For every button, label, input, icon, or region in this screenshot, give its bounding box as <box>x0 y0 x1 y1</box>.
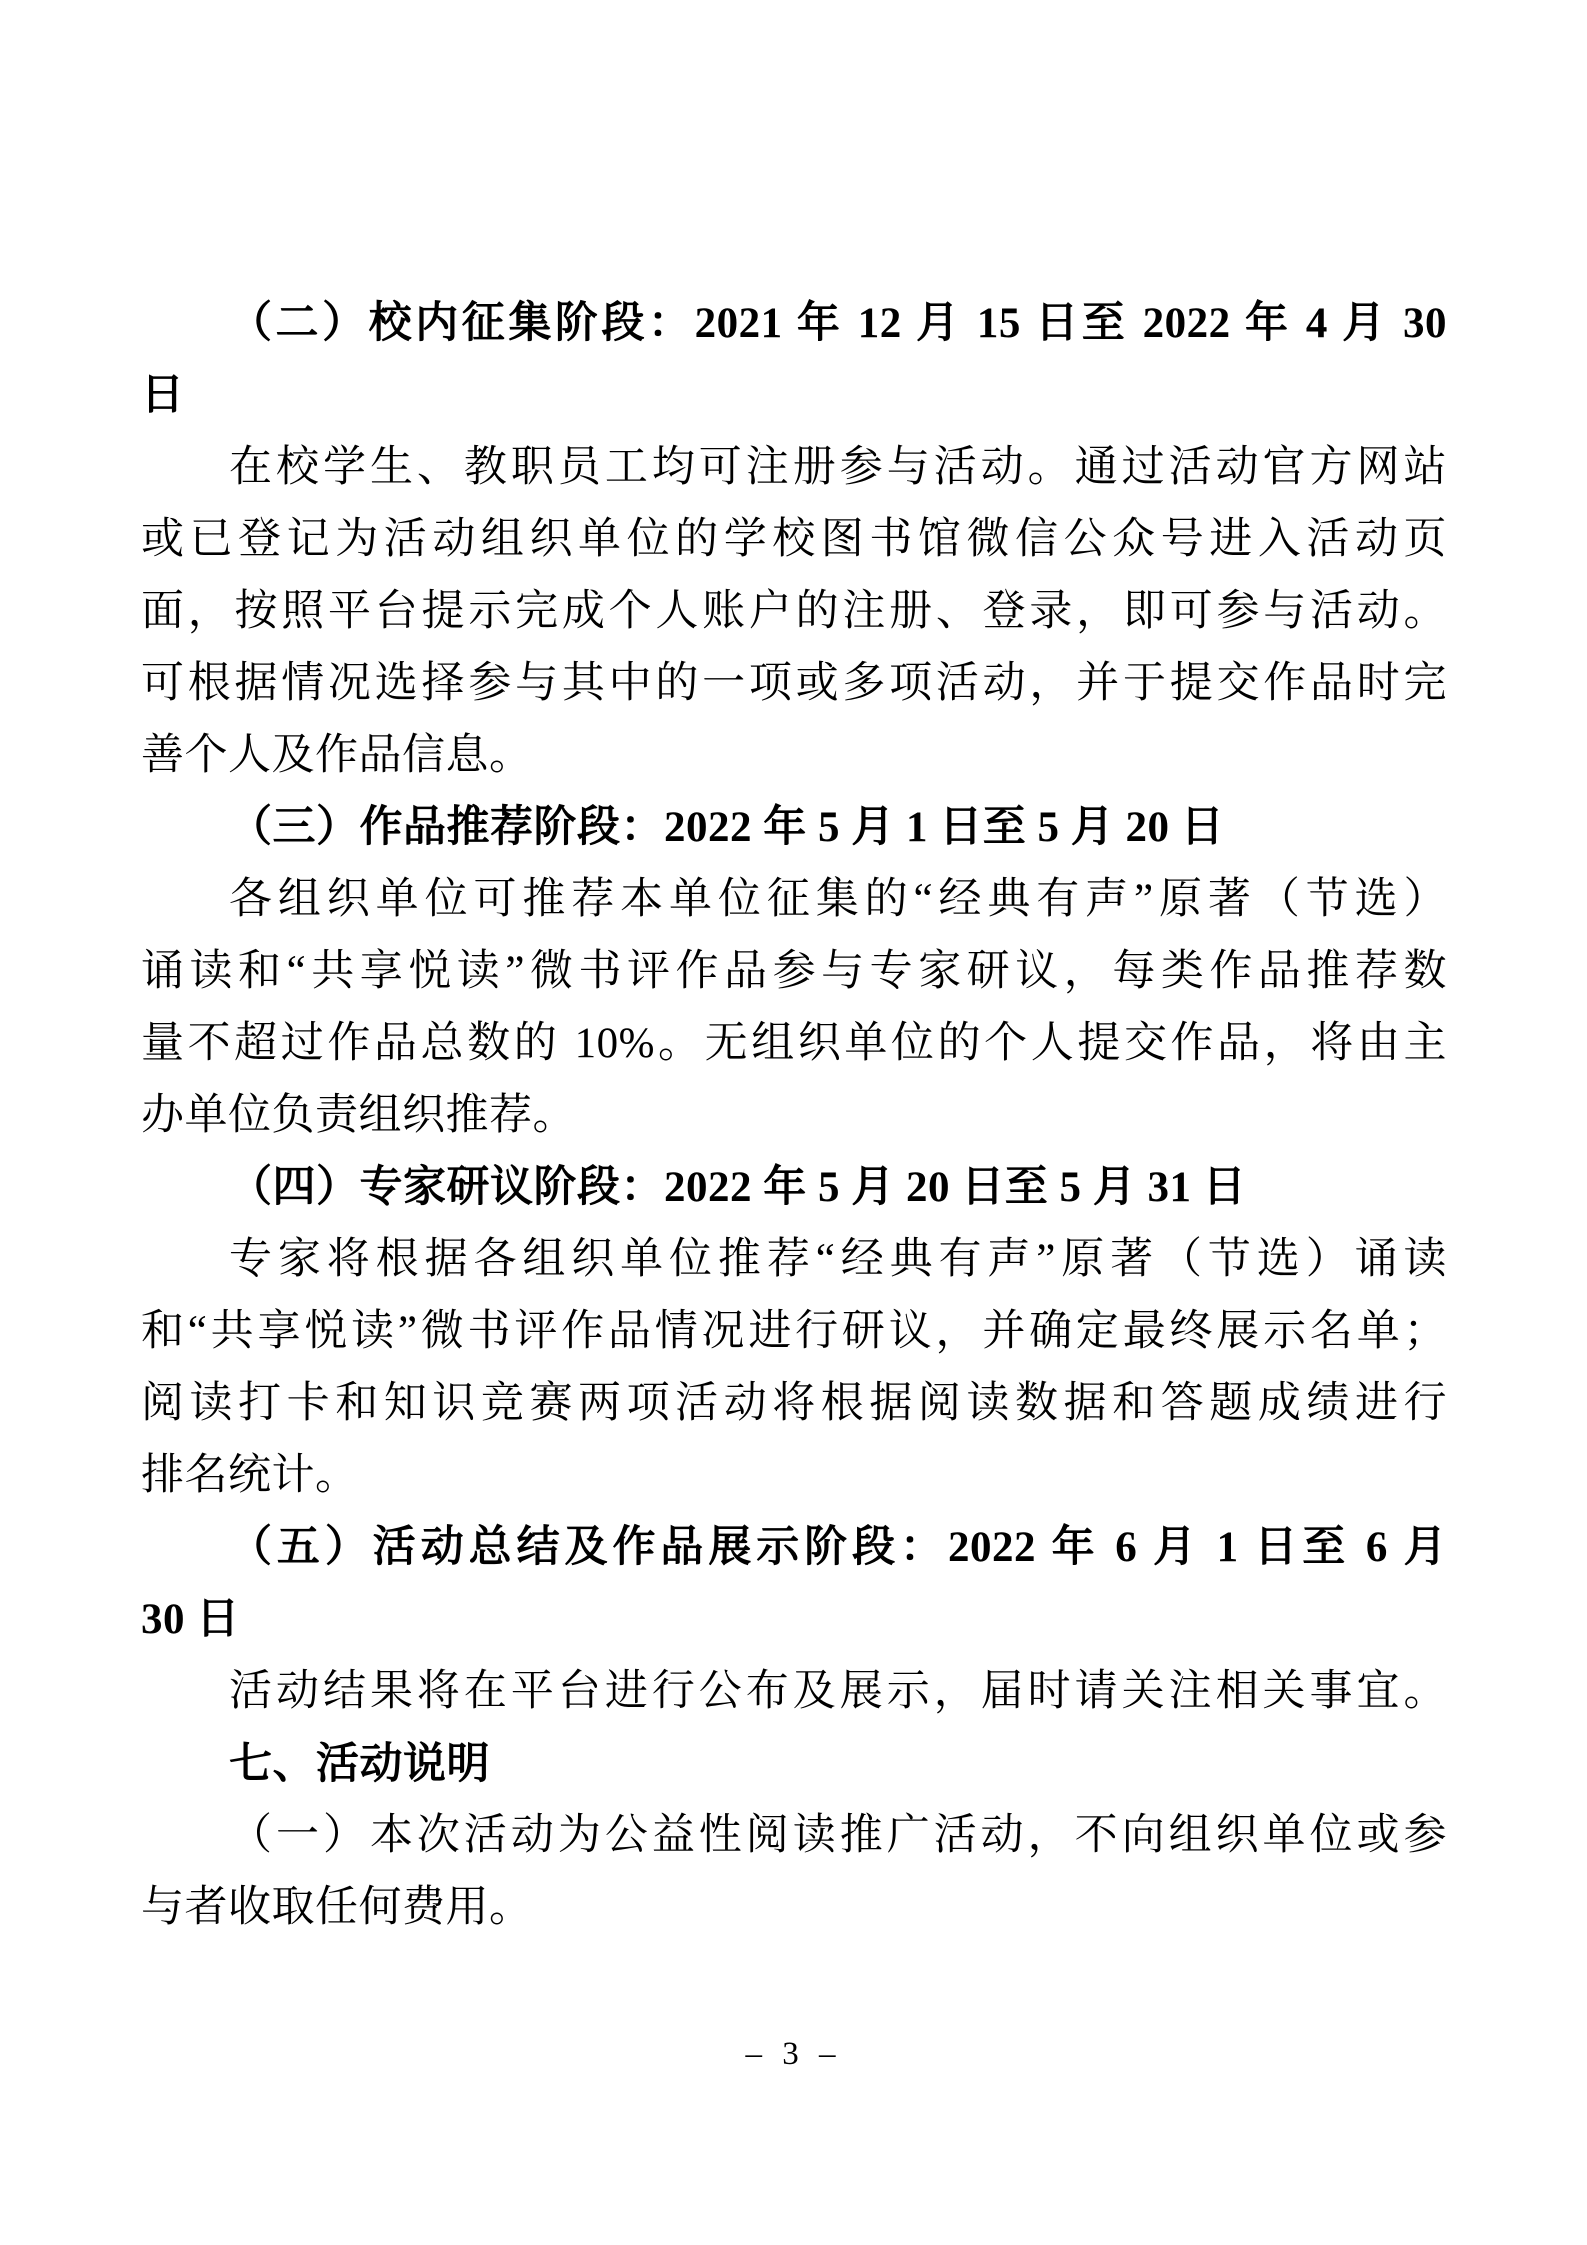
text-line: 阅读打卡和知识竞赛两项活动将根据阅读数据和答题成绩进行 <box>141 1380 1447 1427</box>
text-line: 与者收取任何费用。 <box>141 1884 533 1931</box>
text-line: （一）本次活动为公益性阅读推广活动，不向组织单位或参 <box>229 1812 1447 1859</box>
text-line: 专家将根据各组织单位推荐“经典有声”原著（节选）诵读 <box>229 1236 1447 1283</box>
text-line: 办单位负责组织推荐。 <box>141 1092 576 1139</box>
text-line: 排名统计。 <box>141 1452 359 1499</box>
text-line: 日 <box>141 372 185 419</box>
text-line: 可根据情况选择参与其中的一项或多项活动，并于提交作品时完 <box>141 660 1447 707</box>
text-line: （二）校内征集阶段：2021 年 12 月 15 日至 2022 年 4 月 30 <box>229 300 1447 347</box>
text-line: 面，按照平台提示完成个人账户的注册、登录，即可参与活动。 <box>141 588 1447 635</box>
text-line: （四）专家研议阶段：2022 年 5 月 20 日至 5 月 31 日 <box>229 1164 1247 1211</box>
page-number: – 3 – <box>745 2036 842 2072</box>
text-line: 各组织单位可推荐本单位征集的“经典有声”原著（节选） <box>229 876 1447 923</box>
text-line: 30 日 <box>141 1596 240 1643</box>
document-body <box>141 288 1447 1944</box>
text-line: 善个人及作品信息。 <box>141 732 533 779</box>
text-line: （五）活动总结及作品展示阶段：2022 年 6 月 1 日至 6 月 <box>229 1524 1447 1571</box>
text-line: 或已登记为活动组织单位的学校图书馆微信公众号进入活动页 <box>141 516 1447 563</box>
text-line: 和“共享悦读”微书评作品情况进行研议，并确定最终展示名单； <box>141 1308 1447 1355</box>
text-line: 诵读和“共享悦读”微书评作品参与专家研议，每类作品推荐数 <box>141 948 1447 995</box>
text-line: 量不超过作品总数的 10%。无组织单位的个人提交作品，将由主 <box>141 1020 1447 1067</box>
text-line: （三）作品推荐阶段：2022 年 5 月 1 日至 5 月 20 日 <box>229 804 1225 851</box>
text-line: 活动结果将在平台进行公布及展示，届时请关注相关事宜。 <box>229 1668 1447 1715</box>
text-line: 七、活动说明 <box>229 1740 490 1788</box>
text-line: 在校学生、教职员工均可注册参与活动。通过活动官方网站 <box>229 444 1447 491</box>
